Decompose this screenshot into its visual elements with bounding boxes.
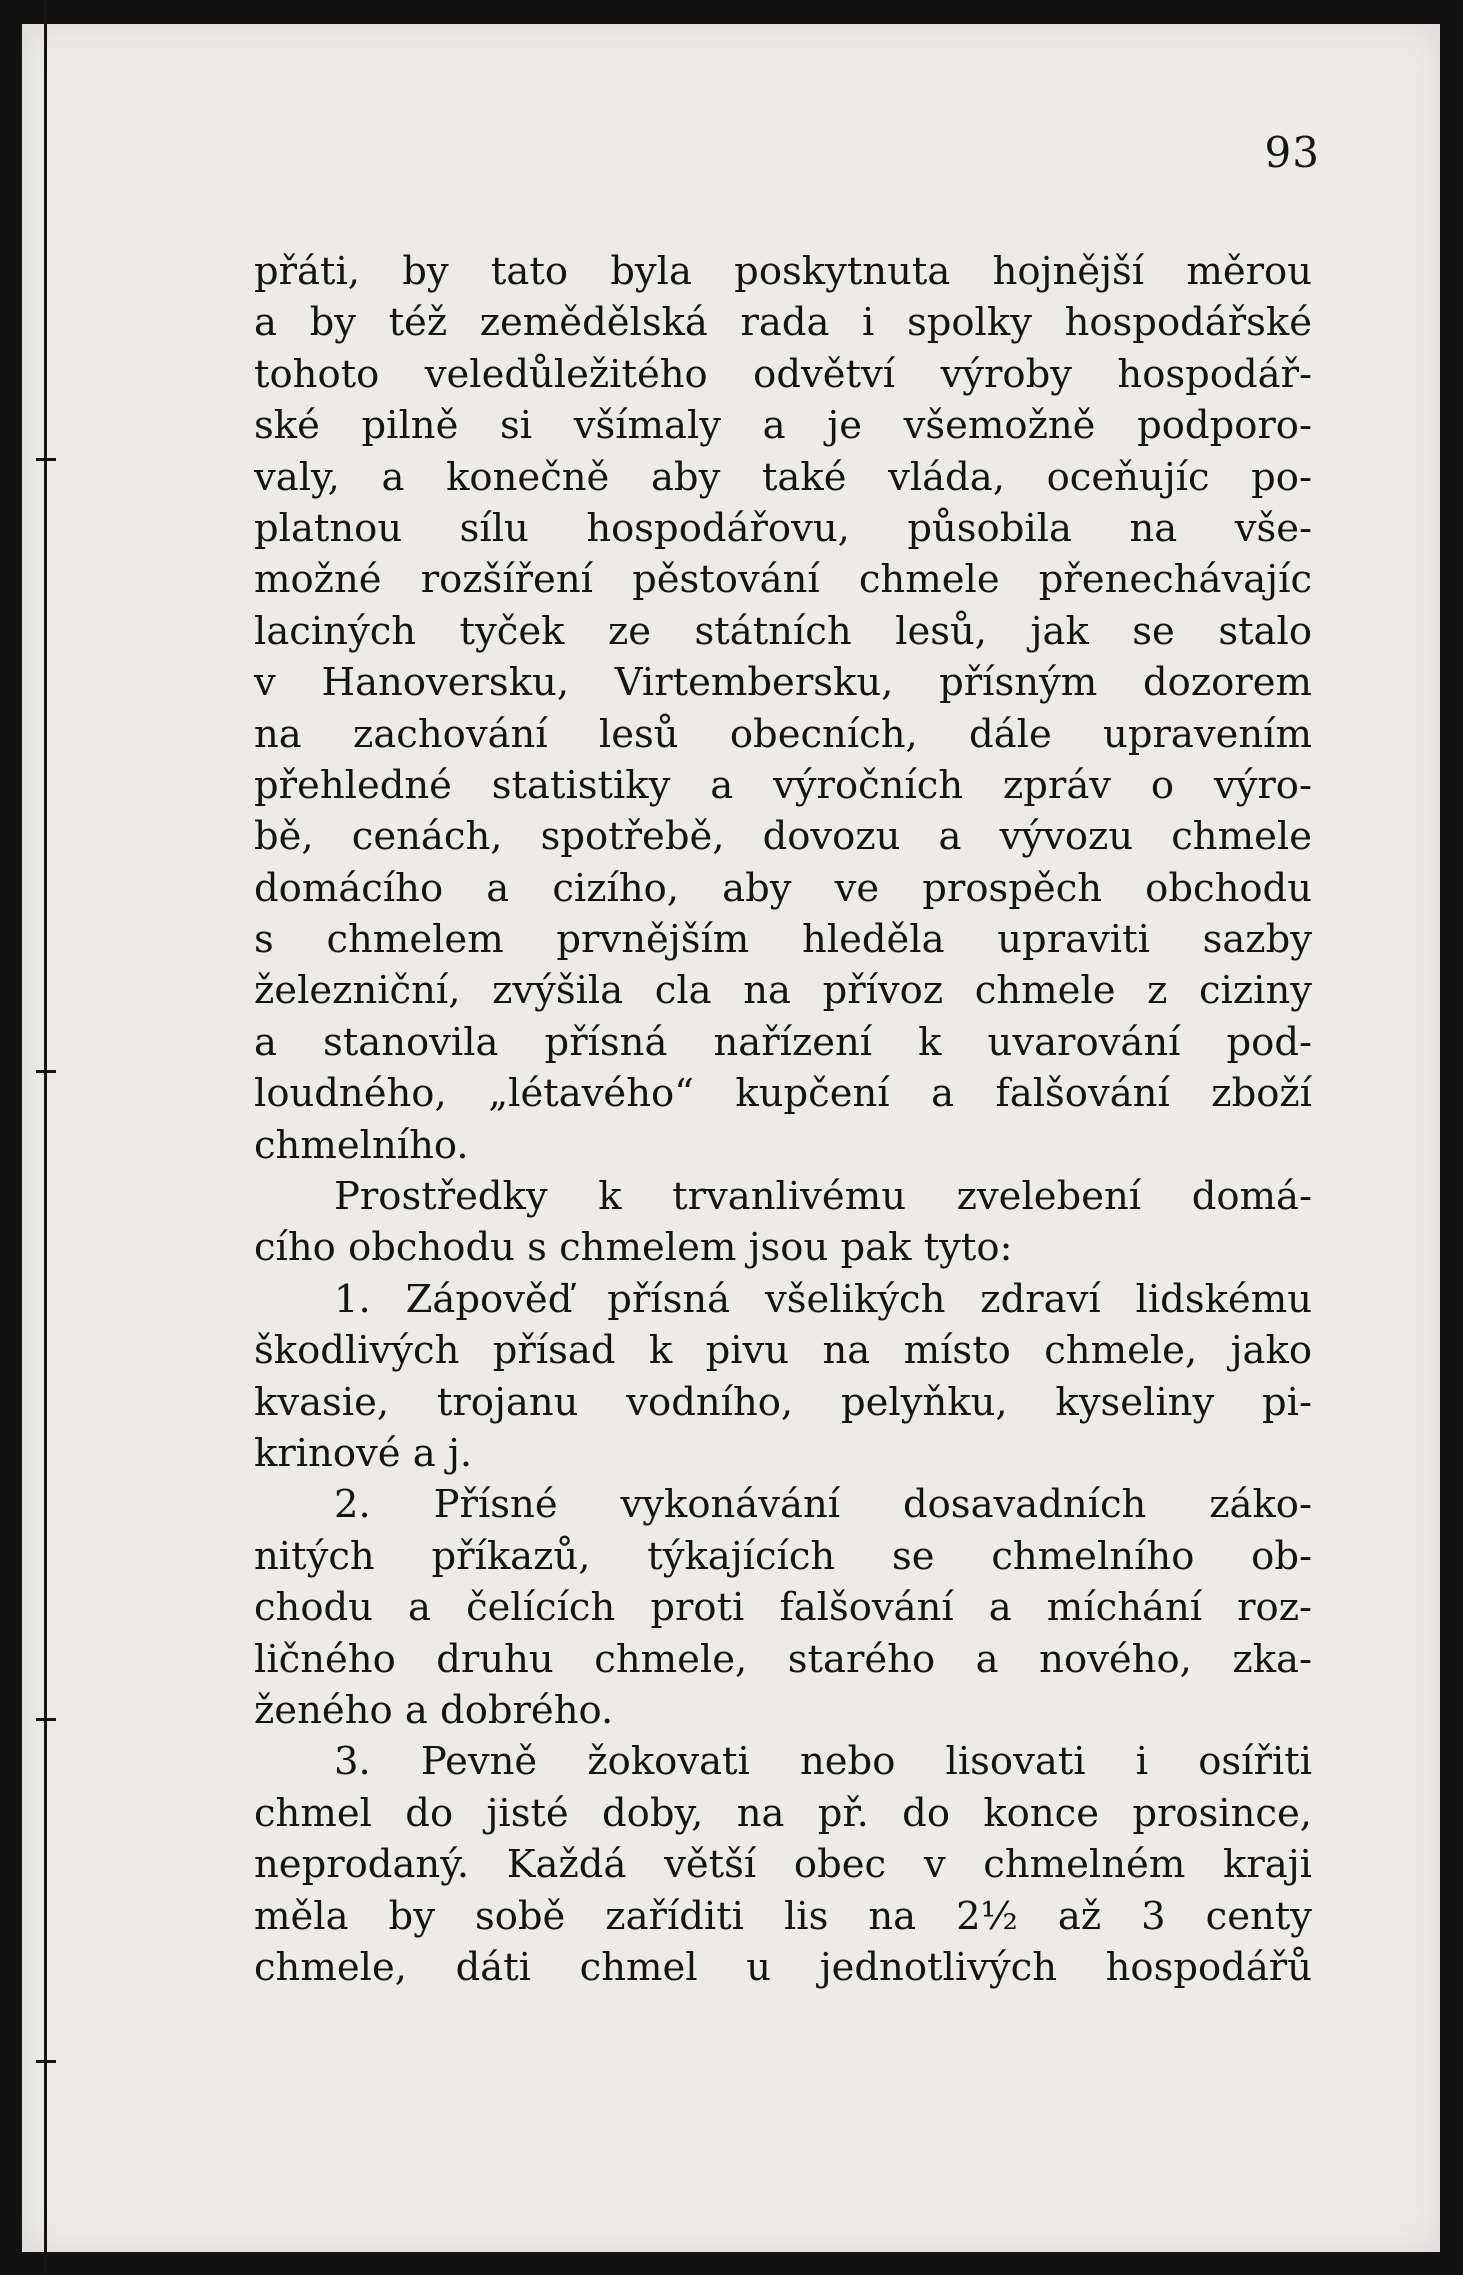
list-item-1-line: 1. Zápověď přísná všelikých zdraví lidskému — [334, 1276, 1312, 1322]
text-line: v Hanoversku, Virtembersku, přísným dozorem — [254, 660, 1312, 706]
text-line: laciných tyček ze státních lesů, jak se stalo — [254, 608, 1312, 654]
binding-mark — [36, 1070, 56, 1073]
text-line: valy, a konečně aby také vláda, oceňujíc po- — [254, 454, 1312, 500]
body-text — [254, 246, 1312, 1993]
binding-mark — [36, 1718, 56, 1721]
text-line: ženého a dobrého. — [254, 1687, 614, 1733]
text-line: možné rozšíření pěstování chmele přenechávajíc — [254, 557, 1312, 603]
page-number: 93 — [1264, 128, 1320, 177]
text-line: a stanovila přísná nařízení k uvarování pod- — [254, 1019, 1312, 1065]
text-line: ličného druhu chmele, starého a nového, zka- — [254, 1636, 1312, 1682]
text-line: s chmelem prvnějším hleděla upraviti sazby — [254, 917, 1312, 963]
text-line: neprodaný. Každá větší obec v chmelném kraji — [254, 1842, 1312, 1888]
text-line: přáti, by tato byla poskytnuta hojnější měrou — [254, 249, 1312, 294]
list-item-2-line: 2. Přísné vykonávání dosavadních záko- — [334, 1482, 1312, 1528]
binding-mark — [36, 2060, 56, 2063]
text-line: kvasie, trojanu vodního, pelyňku, kyseliny pi- — [254, 1379, 1312, 1425]
text-line: škodlivých přísad k pivu na místo chmele, jako — [254, 1328, 1312, 1374]
text-line: platnou sílu hospodářovu, působila na vše- — [254, 505, 1312, 551]
text-line: loudného, „létavého“ kupčení a falšování zboží — [254, 1071, 1312, 1117]
text-line: nitých příkazů, týkajících se chmelního ob- — [254, 1533, 1312, 1579]
text-line: bě, cenách, spotřebě, dovozu a vývozu chmele — [254, 814, 1312, 860]
text-line: tohoto veledůležitého odvětví výroby hospodář- — [254, 351, 1312, 397]
text-line: železniční, zvýšila cla na přívoz chmele z ciziny — [254, 968, 1312, 1014]
text-line: na zachování lesů obecních, dále upravením — [254, 711, 1312, 757]
text-line: chmelního. — [254, 1122, 469, 1168]
binding-mark — [36, 458, 56, 461]
text-line: ské pilně si všímaly a je všemožně podporo- — [254, 403, 1312, 449]
text-line: cího obchodu s chmelem jsou pak tyto: — [254, 1225, 1013, 1271]
text-line: chmele, dáti chmel u jednotlivých hospodářů — [254, 1944, 1312, 1990]
text-line: přehledné statistiky a výročních zpráv o výro- — [254, 762, 1312, 808]
text-line: krinové a j. — [254, 1430, 473, 1476]
text-line: domácího a cizího, aby ve prospěch obchodu — [254, 865, 1312, 911]
binding-edge — [44, 0, 47, 2275]
text-line: a by též zemědělská rada i spolky hospodářské — [254, 300, 1312, 346]
text-line: chodu a čelících proti falšování a míchání roz- — [254, 1585, 1312, 1631]
paragraph-start-line: Prostředky k trvanlivému zvelebení domá- — [334, 1174, 1312, 1220]
text-line: měla by sobě zaříditi lis na 2½ až 3 centy — [254, 1893, 1312, 1939]
list-item-3-line: 3. Pevně žokovati nebo lisovati i osířiti — [334, 1739, 1312, 1785]
text-line: chmel do jisté doby, na př. do konce prosince, — [254, 1790, 1312, 1836]
